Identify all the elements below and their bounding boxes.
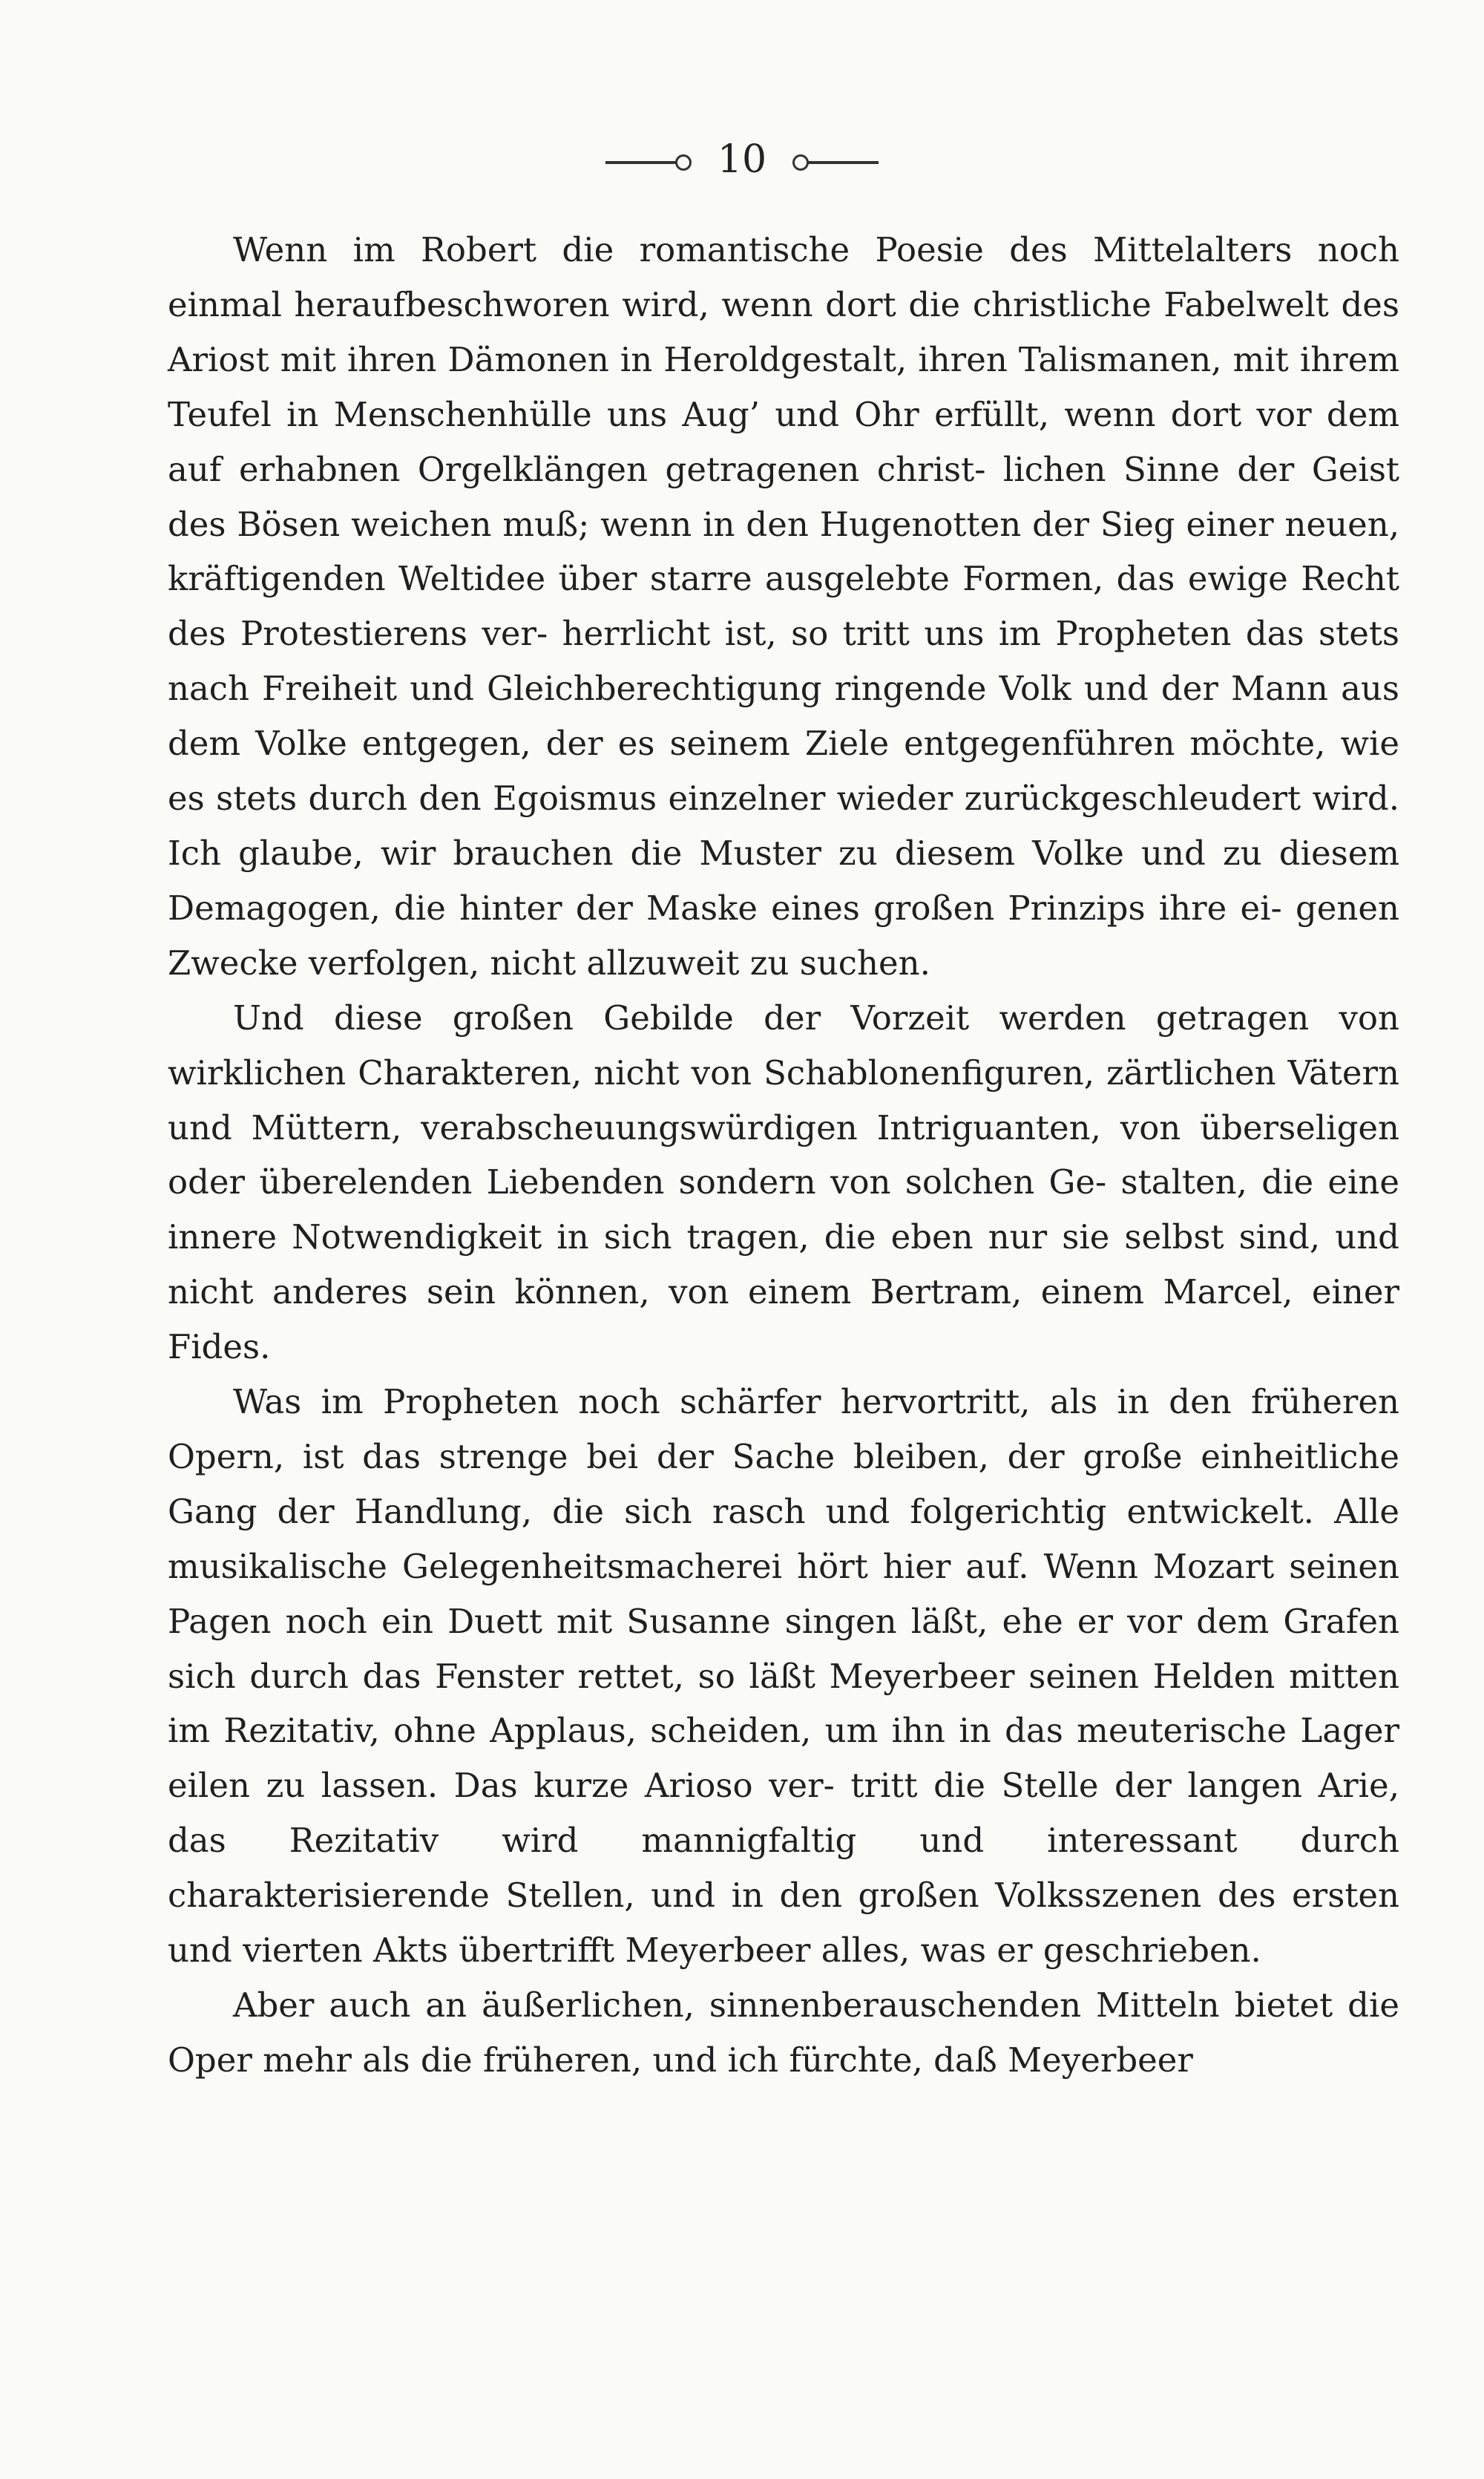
ornament-right-icon: [797, 161, 879, 164]
paragraph-1: Wenn im Robert die romantische Poesie des Mittelalters noch einmal heraufbeschworen wird, wenn dort die christliche Fabelwelt des Ariost mit ihren Dämonen in Heroldgestalt, ihren Talismanen, mit ihrem Teufel in Menschenhülle uns Aug’ und Ohr erfüllt, wenn dort vor dem auf erhabnen Orgelklängen getragenen christ- lichen Sinne der Geist des Bösen weichen muß; wenn in den Hugenotten der Sieg einer neuen, kräftigenden Weltidee über starre ausgelebte Formen, das ewige Recht des Protestierens ver- herrlicht ist, so tritt uns im Propheten das stets nach Freiheit und Gleichberechtigung ringende Volk und der Mann aus dem Volke entgegen, der es seinem Ziele entgegenführen möchte, wie es stets durch den Egoismus einzelner wieder zurückgeschleudert wird. Ich glaube, wir brauchen die Muster zu diesem Volke und zu diesem Demagogen, die hinter der Maske eines großen Prinzips ihre ei- genen Zwecke verfolgen, nicht allzuweit zu suchen.: [168, 230, 1399, 983]
ornament-left-icon: [605, 161, 687, 164]
page-number: 10: [717, 137, 767, 182]
page-header: [0, 134, 1484, 186]
paragraph-4: Aber auch an äußerlichen, sinnenberauschenden Mitteln bietet die Oper mehr als die früheren, und ich fürchte, daß Meyerbeer: [168, 1985, 1399, 2080]
paragraph-2: Und diese großen Gebilde der Vorzeit werden getragen von wirklichen Charakteren, nicht von Schablonenfiguren, zärtlichen Vätern und Müttern, verabscheuungswürdigen Intriguanten, von überseligen oder überelenden Liebenden sondern von solchen Ge- stalten, die eine innere Notwendigkeit in sich tragen, die eben nur sie selbst sind, und nicht anderes sein können, von einem Bertram, einem Marcel, einer Fides.: [168, 998, 1399, 1367]
paragraph-3: Was im Propheten noch schärfer hervortritt, als in den früheren Opern, ist das strenge bei der Sache bleiben, der große einheitliche Gang der Handlung, die sich rasch und folgerichtig entwickelt. Alle musikalische Gelegenheitsmacherei hört hier auf. Wenn Mozart seinen Pagen noch ein Duett mit Susanne singen läßt, ehe er vor dem Grafen sich durch das Fenster rettet, so läßt Meyerbeer seinen Helden mitten im Rezitativ, ohne Applaus, scheiden, um ihn in das meuterische Lager eilen zu lassen. Das kurze Arioso ver- tritt die Stelle der langen Arie, das Rezitativ wird mannigfaltig und interessant durch charakterisierende Stellen, und in den großen Volksszenen des ersten und vierten Akts übertrifft Meyerbeer alles, was er geschrieben.: [168, 1382, 1399, 1971]
page-body: [168, 223, 1399, 2088]
